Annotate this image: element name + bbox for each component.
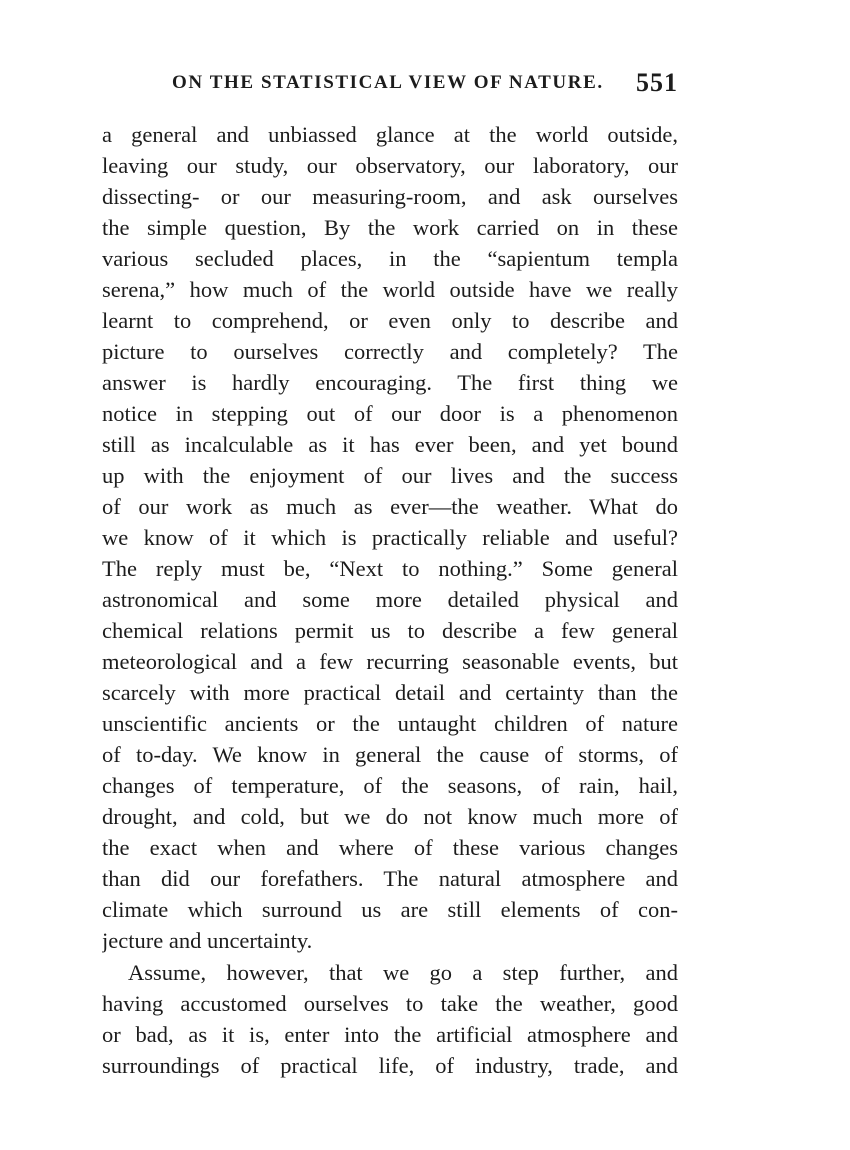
text-line: answer is hardly encouraging. The first thing we — [102, 370, 678, 395]
text-line: various secluded places, in the “sapientum templa — [102, 246, 678, 271]
text-line: the simple question, By the work carried on in these — [102, 215, 678, 240]
text-line: drought, and cold, but we do not know much more of — [102, 804, 678, 829]
text-line: the exact when and where of these various changes — [102, 835, 678, 860]
text-line: changes of temperature, of the seasons, of rain, hail, — [102, 773, 678, 798]
text-line: dissecting- or our measuring-room, and ask ourselves — [102, 184, 678, 209]
page-number: 551 — [636, 68, 678, 97]
text-line: Assume, however, that we go a step further, and — [128, 960, 678, 985]
running-head — [172, 66, 678, 100]
text-line: jecture and uncertainty. — [102, 928, 313, 953]
text-line: climate which surround us are still elements of con- — [102, 897, 678, 922]
text-line: having accustomed ourselves to take the weather, good — [102, 991, 678, 1016]
text-line: notice in stepping out of our door is a phenomenon — [102, 401, 678, 426]
running-title: ON THE STATISTICAL VIEW OF NATURE. — [172, 72, 604, 93]
text-line: The reply must be, “Next to nothing.” Some general — [102, 556, 678, 581]
text-line: learnt to comprehend, or even only to describe and — [102, 308, 678, 333]
text-line: chemical relations permit us to describe a few general — [102, 618, 678, 643]
text-line: a general and unbiassed glance at the world outside, — [102, 122, 678, 147]
text-line: picture to ourselves correctly and completely? The — [102, 339, 678, 364]
text-line: unscientific ancients or the untaught children of nature — [102, 711, 678, 736]
text-line: up with the enjoyment of our lives and the success — [102, 463, 678, 488]
text-line: of our work as much as ever—the weather. What do — [102, 494, 678, 519]
text-line: still as incalculable as it has ever been, and yet bound — [102, 432, 678, 457]
text-line: astronomical and some more detailed physical and — [102, 587, 678, 612]
text-line: meteorological and a few recurring seasonable events, but — [102, 649, 678, 674]
body-text — [102, 119, 678, 1081]
text-line: serena,” how much of the world outside have we really — [102, 277, 678, 302]
text-line: of to-day. We know in general the cause of storms, of — [102, 742, 678, 767]
text-line: leaving our study, our observatory, our laboratory, our — [102, 153, 678, 178]
text-line: we know of it which is practically reliable and useful? — [102, 525, 678, 550]
paragraph-2 — [102, 957, 678, 1081]
text-line: than did our forefathers. The natural atmosphere and — [102, 866, 678, 891]
paragraph-1 — [102, 119, 678, 956]
text-line: scarcely with more practical detail and certainty than the — [102, 680, 678, 705]
text-line: surroundings of practical life, of industry, trade, and — [102, 1053, 678, 1078]
text-line: or bad, as it is, enter into the artificial atmosphere and — [102, 1022, 678, 1047]
